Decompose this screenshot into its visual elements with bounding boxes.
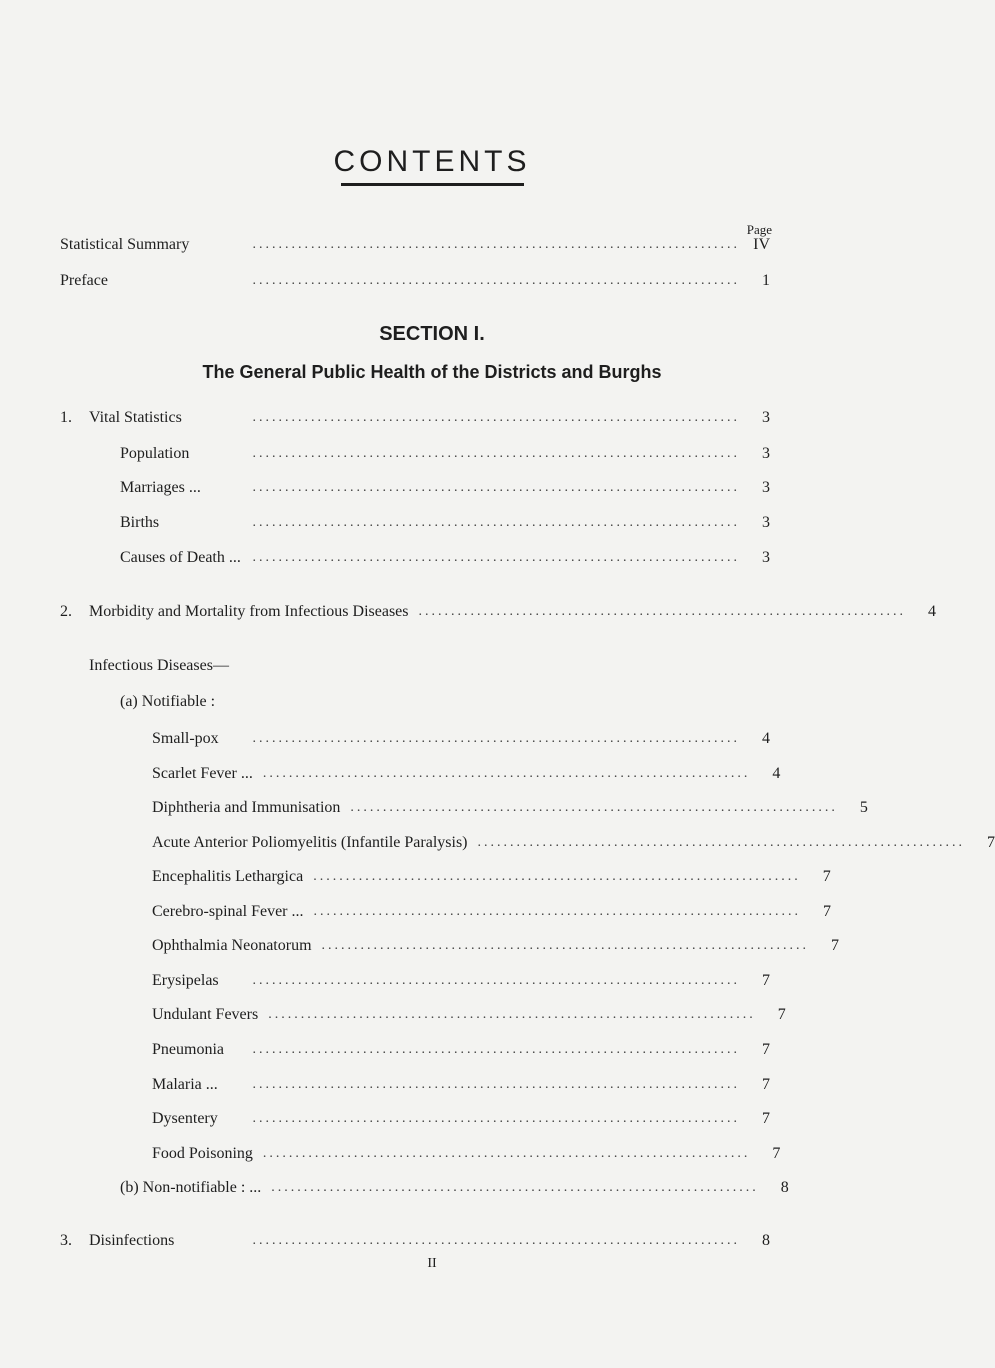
toc-entry-label: Marriages ... xyxy=(120,479,201,496)
toc-entry-page: 7 xyxy=(822,868,831,885)
toc-entry-page: 7 xyxy=(772,1145,781,1162)
dot-leader: ........................................................................... xyxy=(268,1007,756,1022)
toc-number: 2. xyxy=(60,603,72,620)
toc-entry-encephalitis[interactable] xyxy=(152,866,831,888)
page-number: II xyxy=(427,1256,437,1271)
dot-leader: ........................................................................... xyxy=(252,1233,740,1248)
section-heading: SECTION I. xyxy=(379,323,485,345)
toc-entry-label: Erysipelas xyxy=(152,972,219,989)
toc-entry-page: 4 xyxy=(762,730,770,747)
toc-entry-page: 3 xyxy=(762,409,770,426)
toc-entry-page: 7 xyxy=(831,937,840,954)
dot-leader: ........................................................................... xyxy=(252,480,740,495)
toc-entry-page: 3 xyxy=(762,445,770,462)
dot-leader: ........................................................................... xyxy=(313,869,801,884)
toc-entry-label: (b) Non-notifiable : ... xyxy=(120,1179,262,1196)
toc-number: 3. xyxy=(60,1232,72,1249)
dot-leader: ........................................................................... xyxy=(252,273,740,288)
toc-entry-disinfections[interactable] xyxy=(89,1230,770,1252)
toc-entry-label: Causes of Death ... xyxy=(120,549,241,566)
toc-entry-label: Scarlet Fever ... xyxy=(152,765,253,782)
dot-leader: ........................................................................... xyxy=(271,1180,759,1195)
title-underline xyxy=(341,183,524,186)
toc-entry-label: Morbidity and Mortality from Infectious Diseases xyxy=(89,603,409,620)
toc-entry-non-notifiable[interactable] xyxy=(120,1177,789,1199)
page-column-header: Page xyxy=(746,222,772,237)
toc-entry-label: Population xyxy=(120,445,190,462)
toc-entry-label: Ophthalmia Neonatorum xyxy=(152,937,312,954)
dot-leader: ........................................................................... xyxy=(252,446,740,461)
toc-entry-label: Acute Anterior Poliomyelitis (Infantile Paralysis) xyxy=(152,834,468,851)
dot-leader: ........................................................................... xyxy=(262,766,751,781)
toc-entry-poliomyelitis[interactable] xyxy=(152,832,995,854)
toc-entry-food-poisoning[interactable] xyxy=(152,1143,781,1165)
toc-entry-page: 7 xyxy=(762,1041,770,1058)
toc-entry-label: Statistical Summary xyxy=(60,236,190,253)
dot-leader: ........................................................................... xyxy=(313,904,802,919)
dot-leader: ........................................................................... xyxy=(321,938,810,953)
toc-entry-births[interactable] xyxy=(120,512,770,534)
toc-entry-page: 3 xyxy=(762,514,770,531)
toc-entry-label: Vital Statistics xyxy=(89,409,182,426)
toc-entry-label: Encephalitis Lethargica xyxy=(152,868,304,885)
toc-entry-page: 3 xyxy=(762,549,770,566)
notifiable-heading: (a) Notifiable : xyxy=(120,693,216,710)
toc-entry-small-pox[interactable] xyxy=(152,728,770,750)
toc-entry-label: Small-pox xyxy=(152,730,219,747)
dot-leader: ........................................................................... xyxy=(252,515,740,530)
toc-entry-page: 7 xyxy=(777,1006,786,1023)
toc-entry-page: 7 xyxy=(762,972,770,989)
dot-leader: ........................................................................... xyxy=(262,1146,751,1161)
toc-entry-page: 7 xyxy=(823,903,832,920)
dot-leader: ........................................................................... xyxy=(252,731,740,746)
toc-entry-label: Preface xyxy=(60,272,108,289)
toc-entry-ophthalmia[interactable] xyxy=(152,935,840,957)
toc-entry-page: 4 xyxy=(928,603,936,620)
toc-entry-causes-of-death[interactable] xyxy=(120,547,770,569)
toc-entry-vital-statistics[interactable] xyxy=(89,407,770,429)
infectious-diseases-heading: Infectious Diseases— xyxy=(89,657,229,674)
toc-entry-undulant-fevers[interactable] xyxy=(152,1004,786,1026)
dot-leader: ........................................................................... xyxy=(252,550,740,565)
toc-entry-label: Dysentery xyxy=(152,1110,218,1127)
toc-entry-page: 7 xyxy=(762,1076,770,1093)
toc-entry-dysentery[interactable] xyxy=(152,1108,770,1130)
toc-entry-page: 8 xyxy=(780,1179,789,1196)
toc-entry-page: IV xyxy=(753,236,770,253)
toc-entry-label: Disinfections xyxy=(89,1232,175,1249)
toc-entry-label: Food Poisoning xyxy=(152,1145,253,1162)
toc-entry-scarlet-fever[interactable] xyxy=(152,763,781,785)
toc-entry-label: Cerebro-spinal Fever ... xyxy=(152,903,304,920)
toc-entry-morbidity[interactable] xyxy=(89,601,936,623)
page-title: CONTENTS xyxy=(333,145,531,178)
dot-leader: ........................................................................... xyxy=(477,835,965,850)
toc-entry-label: Diphtheria and Immunisation xyxy=(152,799,341,816)
dot-leader: ........................................................................... xyxy=(252,1077,740,1092)
toc-entry-pneumonia[interactable] xyxy=(152,1039,770,1061)
dot-leader: ........................................................................... xyxy=(418,604,906,619)
toc-entry-page: 8 xyxy=(762,1232,770,1249)
toc-entry-label: Births xyxy=(120,514,160,531)
dot-leader: ........................................................................... xyxy=(252,237,740,252)
toc-entry-page: 3 xyxy=(762,479,770,496)
toc-entry-page: 4 xyxy=(772,765,781,782)
section-subheading: The General Public Health of the Districts and Burghs xyxy=(202,362,662,382)
toc-entry-cerebro-spinal-fever[interactable] xyxy=(152,901,832,923)
toc-entry-statistical-summary[interactable] xyxy=(60,234,770,256)
dot-leader: ........................................................................... xyxy=(252,1111,740,1126)
toc-entry-malaria[interactable] xyxy=(152,1074,770,1096)
toc-entry-diphtheria[interactable] xyxy=(152,797,868,819)
toc-entry-page: 7 xyxy=(987,834,995,851)
toc-entry-label: Malaria ... xyxy=(152,1076,218,1093)
dot-leader: ........................................................................... xyxy=(252,410,740,425)
dot-leader: ........................................................................... xyxy=(252,1042,740,1057)
toc-entry-page: 1 xyxy=(762,272,770,289)
toc-number: 1. xyxy=(60,409,72,426)
toc-entry-population[interactable] xyxy=(120,443,770,465)
toc-entry-label: Pneumonia xyxy=(152,1041,224,1058)
toc-entry-marriages[interactable] xyxy=(120,477,770,499)
dot-leader: ........................................................................... xyxy=(252,973,740,988)
toc-entry-preface[interactable] xyxy=(60,270,770,292)
toc-entry-erysipelas[interactable] xyxy=(152,970,770,992)
toc-entry-label: Undulant Fevers xyxy=(152,1006,259,1023)
toc-entry-page: 7 xyxy=(762,1110,770,1127)
toc-entry-page: 5 xyxy=(859,799,868,816)
dot-leader: ........................................................................... xyxy=(350,800,838,815)
